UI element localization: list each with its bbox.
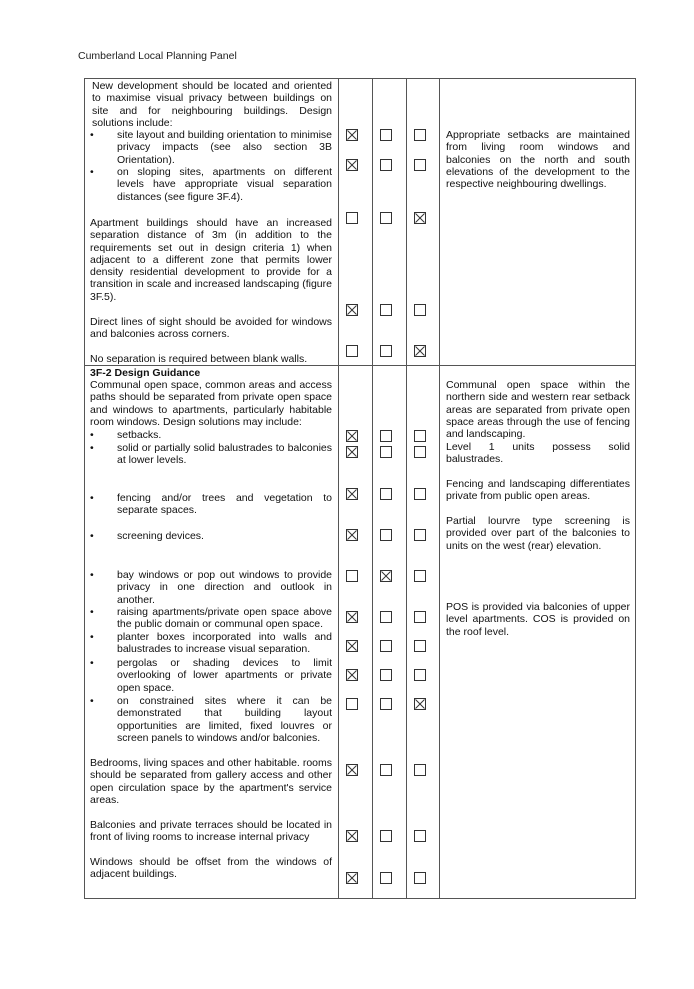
s2-comment-3: Fencing and landscaping differentiates private from public open areas. (446, 478, 630, 503)
checkbox-s2-b5-yes[interactable] (346, 570, 358, 582)
s2-bullet-7: planter boxes incorporated into walls and balustrades to increase visual separation. (117, 631, 332, 656)
s1-bullet-2: on sloping sites, apartments on different levels have appropriate visual separation distances (see figure 3F.4). (117, 166, 332, 203)
checkbox-s2-p4-na[interactable] (414, 872, 426, 884)
checkbox-s1-p2-no[interactable] (380, 212, 392, 224)
checkmark-x-icon (347, 670, 357, 680)
checkbox-s2-p2-na[interactable] (414, 764, 426, 776)
column-divider (406, 78, 407, 899)
checkbox-s2-b8-yes[interactable] (346, 669, 358, 681)
table-top-border (84, 78, 636, 79)
table-right-border (635, 78, 636, 899)
checkbox-s2-b3-na[interactable] (414, 488, 426, 500)
s2-para-4: Windows should be offset from the windows of adjacent buildings. (90, 856, 332, 881)
s2-comment-1: Communal open space within the northern side and western rear setback areas are separated from private open space areas through the use of fencing and landscaping. (446, 379, 630, 441)
s2-bullet-1: setbacks. (117, 429, 162, 441)
checkbox-s2-b6-no[interactable] (380, 611, 392, 623)
checkbox-s2-b6-yes[interactable] (346, 611, 358, 623)
checkmark-x-icon (347, 530, 357, 540)
checkbox-s1-p4-na[interactable] (414, 345, 426, 357)
checkbox-s2-b6-na[interactable] (414, 611, 426, 623)
column-divider (338, 78, 339, 899)
checkbox-s2-b9-no[interactable] (380, 698, 392, 710)
bullet: • (90, 631, 94, 643)
checkmark-x-icon (347, 431, 357, 441)
bullet: • (90, 695, 94, 707)
table-left-border (84, 78, 85, 899)
s1-para-4: No separation is required between blank walls. (90, 353, 308, 365)
checkbox-s2-b3-no[interactable] (380, 488, 392, 500)
bullet: • (90, 657, 94, 669)
s2-comment-4: Partial lourvre type screening is provided over part of the balconies to units on the west (rear) elevation. (446, 515, 630, 552)
bullet: • (90, 530, 94, 542)
bullet: • (90, 492, 94, 504)
s1-para-3: Direct lines of sight should be avoided for windows and balconies across corners. (90, 316, 332, 341)
s2-para-2: Bedrooms, living spaces and other habitable. rooms should be separated from gallery access and other open circulation space by the apartment's service areas. (90, 757, 332, 806)
checkmark-x-icon (415, 699, 425, 709)
s2-bullet-9: on constrained sites where it can be demonstrated that building layout opportunities are limited, fixed louvres or screen panels to windows and/or balconies. (117, 695, 332, 744)
s2-comment-5: POS is provided via balconies of upper level apartments. COS is provided on the roof level. (446, 601, 630, 638)
s2-heading: 3F-2 Design Guidance (90, 367, 201, 379)
s2-bullet-8: pergolas or shading devices to limit overlooking of lower apartments or private open space. (117, 657, 332, 694)
checkbox-s2-b7-na[interactable] (414, 640, 426, 652)
checkbox-s2-b4-no[interactable] (380, 529, 392, 541)
checkmark-x-icon (347, 612, 357, 622)
checkbox-s2-b2-na[interactable] (414, 446, 426, 458)
s2-bullet-6: raising apartments/private open space above the public domain or communal open space. (117, 606, 332, 631)
checkbox-s1-p3-yes[interactable] (346, 304, 358, 316)
checkbox-s1-b1-yes[interactable] (346, 129, 358, 141)
bullet: • (90, 442, 94, 454)
checkbox-s2-b8-na[interactable] (414, 669, 426, 681)
checkbox-s1-p2-na[interactable] (414, 212, 426, 224)
checkbox-s1-p3-na[interactable] (414, 304, 426, 316)
checkmark-x-icon (347, 873, 357, 883)
checkbox-s1-b1-na[interactable] (414, 129, 426, 141)
s2-bullet-5: bay windows or pop out windows to provide privacy in one direction and outlook in another. (117, 569, 332, 606)
bullet: • (90, 429, 94, 441)
checkbox-s1-b2-no[interactable] (380, 159, 392, 171)
page-header: Cumberland Local Planning Panel (78, 50, 237, 62)
checkmark-x-icon (347, 130, 357, 140)
checkbox-s2-b1-yes[interactable] (346, 430, 358, 442)
checkbox-s2-p4-no[interactable] (380, 872, 392, 884)
checkbox-s2-b7-yes[interactable] (346, 640, 358, 652)
checkbox-s1-p4-no[interactable] (380, 345, 392, 357)
checkbox-s2-b2-yes[interactable] (346, 446, 358, 458)
checkbox-s1-b2-yes[interactable] (346, 159, 358, 171)
checkbox-s2-b8-no[interactable] (380, 669, 392, 681)
s2-bullet-3: fencing and/or trees and vegetation to separate spaces. (117, 492, 332, 517)
checkbox-s2-p3-yes[interactable] (346, 830, 358, 842)
checkbox-s2-b5-na[interactable] (414, 570, 426, 582)
checkbox-s2-b9-na[interactable] (414, 698, 426, 710)
checkbox-s1-p4-yes[interactable] (346, 345, 358, 357)
checkmark-x-icon (415, 346, 425, 356)
s2-bullet-4: screening devices. (117, 530, 204, 542)
checkmark-x-icon (347, 641, 357, 651)
checkbox-s2-b9-yes[interactable] (346, 698, 358, 710)
checkbox-s1-p2-yes[interactable] (346, 212, 358, 224)
checkbox-s1-p3-no[interactable] (380, 304, 392, 316)
checkbox-s2-p3-na[interactable] (414, 830, 426, 842)
s1-para-2: Apartment buildings should have an increased separation distance of 3m (in addition to the requirements set out in design criteria 1) when adjacent to a different zone that permits lower density residential development to provide for a transition in scale and increased landscaping (figure 3F.5). (90, 217, 332, 303)
checkbox-s2-p2-yes[interactable] (346, 764, 358, 776)
checkbox-s2-b4-yes[interactable] (346, 529, 358, 541)
s2-bullet-2: solid or partially solid balustrades to balconies at lower levels. (117, 442, 332, 467)
s1-bullet-1: site layout and building orientation to minimise privacy impacts (see also section 3B Orientation). (117, 129, 332, 166)
s1-comment: Appropriate setbacks are maintained from living room windows and balconies on the north and south elevations of the development to the respective neighbouring dwellings. (446, 129, 630, 191)
checkbox-s1-b2-na[interactable] (414, 159, 426, 171)
checkbox-s2-b1-no[interactable] (380, 430, 392, 442)
checkmark-x-icon (415, 213, 425, 223)
checkmark-x-icon (347, 489, 357, 499)
checkbox-s2-b5-no[interactable] (380, 570, 392, 582)
checkbox-s2-b7-no[interactable] (380, 640, 392, 652)
checkbox-s2-b4-na[interactable] (414, 529, 426, 541)
s2-comment-2: Level 1 units possess solid balustrades. (446, 441, 630, 466)
bullet: • (90, 129, 94, 141)
checkmark-x-icon (381, 571, 391, 581)
checkbox-s2-b1-na[interactable] (414, 430, 426, 442)
bullet: • (90, 569, 94, 581)
column-divider (439, 78, 440, 899)
checkbox-s2-b2-no[interactable] (380, 446, 392, 458)
checkmark-x-icon (347, 765, 357, 775)
checkmark-x-icon (347, 305, 357, 315)
checkbox-s2-p4-yes[interactable] (346, 872, 358, 884)
s2-para-3: Balconies and private terraces should be located in front of living rooms to increase internal privacy (90, 819, 332, 844)
s2-intro: Communal open space, common areas and access paths should be separated from private open space and windows to apartments, particularly habitable room windows. Design solutions may include: (90, 379, 332, 428)
checkbox-s2-b3-yes[interactable] (346, 488, 358, 500)
column-divider (372, 78, 373, 899)
checkmark-x-icon (347, 831, 357, 841)
checkbox-s1-b1-no[interactable] (380, 129, 392, 141)
bullet: • (90, 166, 94, 178)
table-bottom-border (84, 898, 636, 899)
s1-intro: New development should be located and oriented to maximise visual privacy between buildings on site and for neighbouring buildings. Design solutions include: (92, 80, 332, 129)
bullet: • (90, 606, 94, 618)
checkmark-x-icon (347, 447, 357, 457)
checkmark-x-icon (347, 160, 357, 170)
checkbox-s2-p2-no[interactable] (380, 764, 392, 776)
checkbox-s2-p3-no[interactable] (380, 830, 392, 842)
